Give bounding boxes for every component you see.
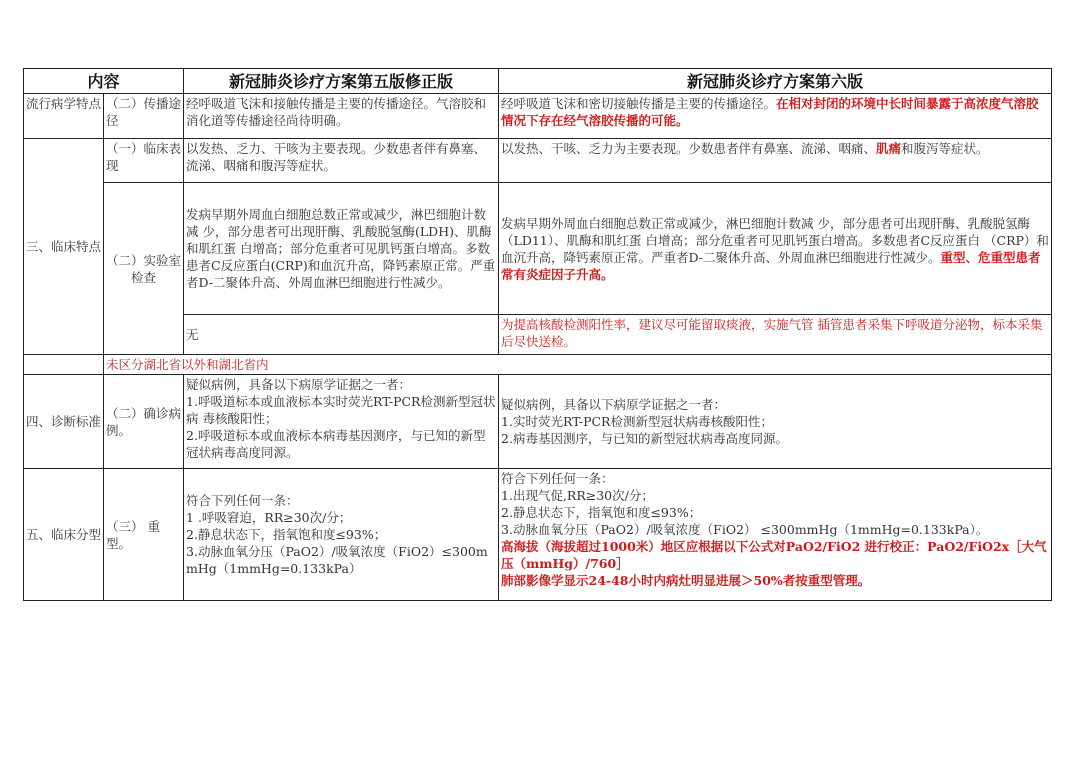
header-version5: 新冠肺炎诊疗方案第五版修正版	[184, 69, 499, 94]
v6-lab-text: 发病早期外周血白细胞总数正常或减少，淋巴细胞计数减 少，部分患者可出现肝酶、乳酸脱氢酶（LD11）、肌酶和肌红蛋 白增高；部分危重者可见肌钙蛋白增高。多数患者C反应蛋白 （CRP）和血沉升高，降钙素原正常。严重者D-二聚体升高、外周血淋巴细胞进行性减少。	[501, 215, 1049, 265]
v5-diagnosis	[184, 375, 499, 469]
note-region: 未区分湖北省以外和湖北省内	[104, 355, 1052, 375]
v6-symptoms	[499, 139, 1052, 183]
category-clinical: 三、临床特点	[24, 139, 104, 355]
sub-clinical-symptoms: （一）临床表现	[104, 139, 184, 183]
v6-diagnosis-line: 疑似病例，具备以下病原学证据之一者：	[501, 397, 727, 412]
header-content: 内容	[24, 69, 184, 94]
category-diagnosis: 四、诊断标准	[24, 375, 104, 469]
table-row-transmission	[24, 94, 1052, 139]
v6-sampling-added: 为提高核酸检测阳性率，建议尽可能留取痰液，实施气管 插管患者采集下呼吸道分泌物，标本采集后尽快送检。	[499, 315, 1052, 355]
comparison-table	[23, 68, 1052, 601]
v6-transmission	[499, 94, 1052, 139]
v5-typing-line: 3.动脉血氧分压（PaO2）/吸氧浓度（FiO2）≤300mmHg（1mmHg=0.133kPa）	[186, 544, 488, 576]
table-row-symptoms	[24, 139, 1052, 183]
v5-typing-line: 1 .呼吸窘迫，RR≥30次/分；	[186, 510, 352, 525]
v6-typing-line: 符合下列任何一条：	[501, 471, 614, 486]
header-version6: 新冠肺炎诊疗方案第六版	[499, 69, 1052, 94]
v6-typing-added-line: 高海拔（海拔超过1000米）地区应根据以下公式对PaO2/FiO2 进行校正：PaO2/FiO2x［大气压（mmHg）/760］	[501, 539, 1047, 571]
sub-confirmed-case: （二）确诊病例。	[104, 375, 184, 469]
v5-transmission: 经呼吸道飞沫和接触传播是主要的传播途径。气溶胶和消化道等传播途径尚待明确。	[184, 94, 499, 139]
v6-transmission-added: 在相对封闭的环境中长时间暴露于高浓度气溶胶情况下存在经气溶胶传播的可能。	[501, 96, 1039, 128]
sub-severe-type: （三） 重型。	[104, 469, 184, 601]
v5-typing-line: 符合下列任何一条：	[186, 493, 299, 508]
v6-typing-line: 3.动脉血氧分压（PaO2）/吸氧浓度（FiO2） ≤300mmHg（1mmHg=0.133kPa）。	[501, 522, 989, 537]
v5-typing	[184, 469, 499, 601]
sub-lab-tests: （二）实验室检查	[104, 183, 184, 355]
table-row-diagnosis	[24, 375, 1052, 469]
category-epidemiology: 流行病学特点	[24, 94, 104, 139]
v6-typing-line: 2.静息状态下，指氧饱和度≤93%；	[501, 505, 702, 520]
v6-symptoms-a: 以发热、干咳、乏力为主要表现。少数患者伴有鼻塞、流涕、咽痛、	[501, 141, 877, 156]
v5-diagnosis-line: 1.呼吸道标本或血液标本实时荧光RT-PCR检测新型冠状病 毒核酸阳性；	[186, 394, 496, 426]
table-header-row	[24, 69, 1052, 94]
v5-lab: 发病早期外周血白细胞总数正常或减少，淋巴细胞计数减 少，部分患者可出现肝酶、乳酸脱氢酶(LDH)、肌酶和肌红蛋 白增高；部分危重者可见肌钙蛋白增高。多数患者C反应蛋白(CRP)和血沉升高，降钙素原正常。严重者D-二聚体升高、外周血淋巴细胞进行性减少。	[184, 183, 499, 315]
v6-transmission-text: 经呼吸道飞沫和密切接触传播是主要的传播途径。	[501, 96, 777, 111]
v6-lab-added: 重型、危重型患者常有炎症因子升高。	[501, 249, 1041, 282]
v6-typing-added-line: 肺部影像学显示24-48小时内病灶明显进展＞50%者按重型管理。	[501, 573, 871, 588]
table-row-lab	[24, 183, 1052, 315]
table-row-typing	[24, 469, 1052, 601]
v5-sampling: 无	[184, 315, 499, 355]
v6-diagnosis-line: 1.实时荧光RT-PCR检测新型冠状病毒核酸阳性；	[501, 414, 773, 429]
v6-typing	[499, 469, 1052, 601]
v6-diagnosis-line: 2.病毒基因测序，与已知的新型冠状病毒高度同源。	[501, 431, 788, 446]
v6-symptoms-added: 肌痛	[876, 141, 902, 156]
v5-diagnosis-line: 疑似病例，具备以下病原学证据之一者：	[186, 377, 412, 392]
v6-symptoms-b: 和腹泻等症状。	[901, 141, 989, 156]
v6-lab	[499, 183, 1052, 315]
v5-symptoms: 以发热、乏力、干咳为主要表现。少数患者伴有鼻塞、流涕、咽痛和腹泻等症状。	[184, 139, 499, 183]
category-typing: 五、临床分型	[24, 469, 104, 601]
v5-diagnosis-line: 2.呼吸道标本或血液标本病毒基因测序，与已知的新型冠状病毒高度同源。	[186, 428, 486, 460]
v6-diagnosis	[499, 375, 1052, 469]
v5-typing-line: 2.静息状态下，指氧饱和度≤93%；	[186, 527, 387, 542]
sub-transmission-route: （二）传播途径	[104, 94, 184, 139]
v6-typing-line: 1.出现气促,RR≥30次/分；	[501, 488, 654, 503]
table-row-note	[24, 355, 1052, 375]
